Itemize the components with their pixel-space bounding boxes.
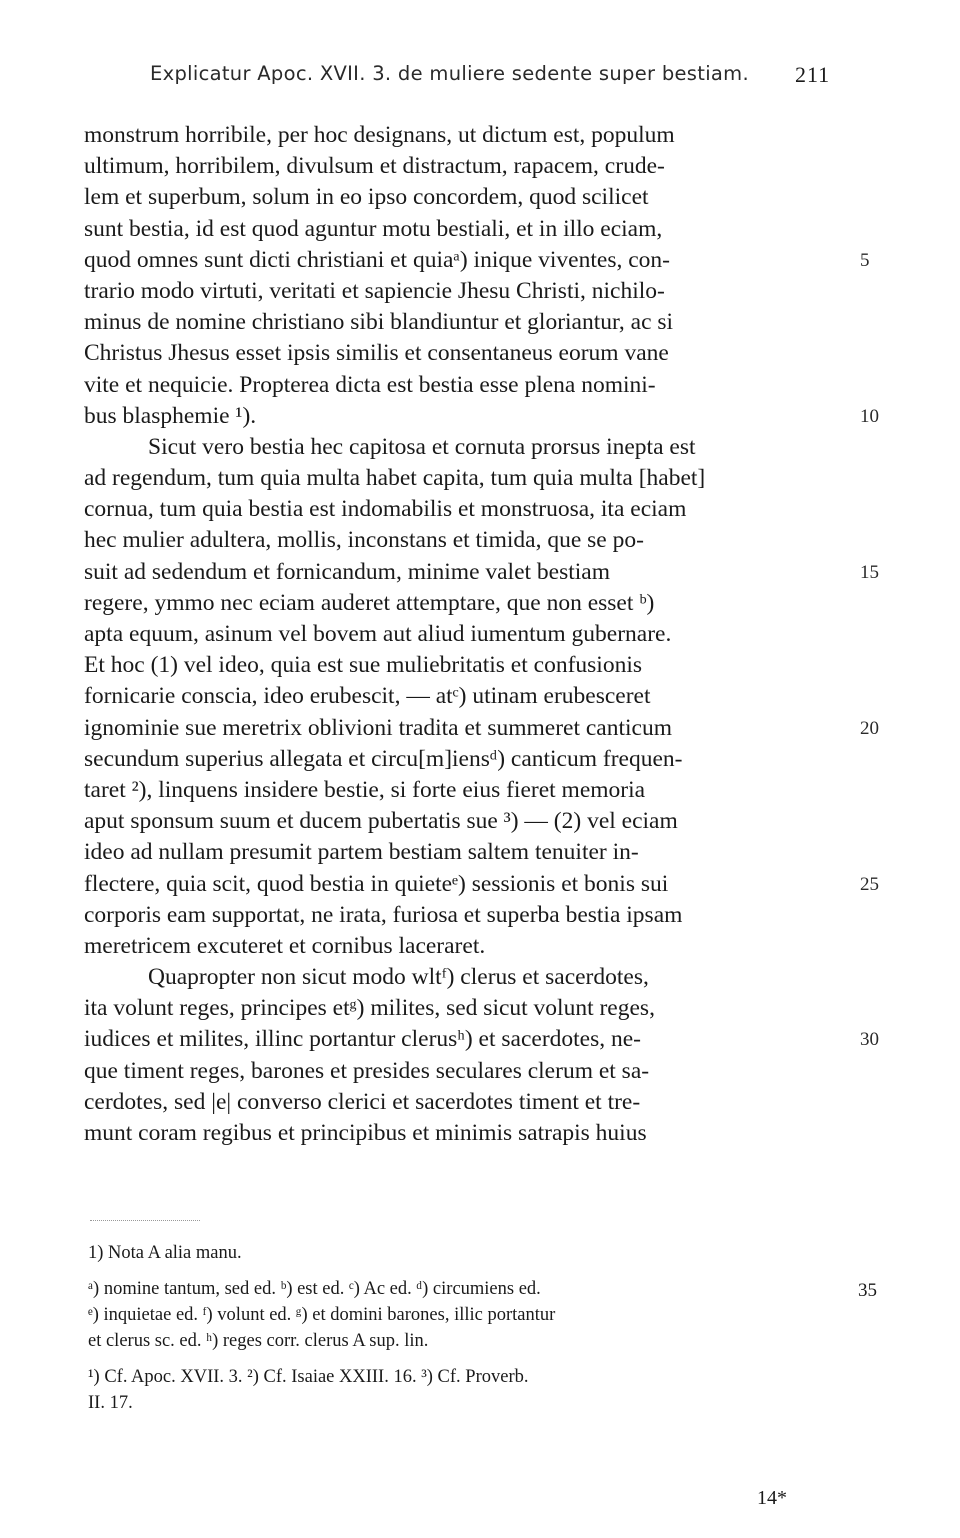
text-line-content: ultimum, horribilem, divulsum et distractum, rapacem, crude-	[84, 153, 665, 180]
text-line-content: Quapropter non sicut modo wltᶠ) clerus et sacerdotes,	[148, 964, 649, 991]
text-line	[84, 338, 854, 369]
footnote	[88, 1364, 878, 1390]
page-number: 211	[795, 62, 831, 87]
printer-signature: 14*	[757, 1487, 787, 1509]
footnote-text: 1) Nota A alia manu.	[88, 1243, 242, 1263]
text-line-content: regere, ymmo nec eciam auderet attemptare, que non esset ᵇ)	[84, 589, 655, 616]
text-line-content: suit ad sedendum et fornicandum, minime valet bestiam	[84, 558, 611, 585]
text-line-content: cerdotes, sed |e| converso clerici et sacerdotes timent et tre-	[84, 1088, 641, 1115]
text-line	[84, 775, 854, 806]
text-line-content: corporis eam supportat, ne irata, furiosa et superba bestia ipsam	[84, 901, 683, 928]
line-number: 35	[858, 1280, 877, 1301]
footnote-text: ᵃ) nomine tantum, sed ed. ᵇ) est ed. ᶜ) Ac ed. ᵈ) circumiens ed.	[88, 1279, 541, 1299]
text-line	[84, 182, 854, 213]
text-line	[84, 1087, 854, 1118]
text-line-content: Et hoc (1) vel ideo, quia est sue muliebritatis et confusionis	[84, 652, 642, 679]
text-line-content: que timent reges, barones et presides seculares clerum et sa-	[84, 1057, 650, 1084]
footnote	[88, 1302, 878, 1328]
text-line-content: Christus Jhesus esset ipsis similis et consentaneus eorum vane	[84, 340, 669, 367]
footnote-text: et clerus sc. ed. ʰ) reges corr. clerus A sup. lin.	[88, 1331, 429, 1351]
text-line-content: sunt bestia, id est quod aguntur motu bestiali, et in illo eciam,	[84, 215, 663, 242]
text-line	[84, 525, 854, 556]
text-line	[84, 276, 854, 307]
footnote	[88, 1240, 878, 1266]
text-line-content: taret ²), linquens insidere bestie, si forte eius fieret memoria	[84, 776, 646, 803]
text-line-content: monstrum horribile, per hoc designans, ut dictum est, populum	[84, 122, 675, 148]
text-line	[84, 837, 854, 868]
text-line	[84, 713, 879, 744]
line-number: 25	[860, 873, 879, 895]
text-line-content: ignominie sue meretrix oblivioni tradita et summeret canticum	[84, 714, 672, 741]
text-line-content: flectere, quia scit, quod bestia in quieteᵉ) sessionis et bonis sui	[84, 870, 669, 897]
text-line	[84, 307, 854, 338]
footnotes	[88, 1240, 878, 1416]
text-line	[84, 245, 870, 276]
text-line	[84, 806, 854, 837]
text-line	[84, 120, 854, 151]
text-line-content: meretricem excuteret et cornibus laceraret.	[84, 932, 486, 959]
text-line	[84, 557, 879, 588]
text-line	[84, 494, 854, 525]
text-line-content: hec mulier adultera, mollis, inconstans et timida, que se po-	[84, 527, 644, 554]
text-line-content: aput sponsum suum et ducem pubertatis sue ³) — (2) vel eciam	[84, 808, 678, 835]
text-line	[84, 962, 854, 993]
text-line-content: ita volunt reges, principes etᵍ) milites, sed sicut volunt reges,	[84, 995, 655, 1022]
line-number: 30	[860, 1029, 879, 1051]
text-line	[84, 463, 854, 494]
text-line	[84, 650, 854, 681]
text-line-content: Sicut vero bestia hec capitosa et cornuta prorsus inepta est	[148, 433, 696, 460]
text-line	[84, 993, 854, 1024]
text-line-content: ad regendum, tum quia multa habet capita, tum quia multa [habet]	[84, 465, 706, 492]
text-line	[84, 432, 854, 463]
footnote-text: ¹) Cf. Apoc. XVII. 3. ²) Cf. Isaiae XXIII. 16. ³) Cf. Proverb.	[88, 1367, 529, 1387]
text-line-content: iudices et milites, illinc portantur clerusʰ) et sacerdotes, ne-	[84, 1026, 642, 1053]
footnote	[88, 1276, 878, 1302]
text-line	[84, 370, 854, 401]
text-line	[84, 1024, 879, 1055]
footnote-text: II. 17.	[88, 1393, 133, 1413]
text-line	[84, 931, 854, 962]
line-number: 20	[860, 717, 879, 739]
text-line	[84, 681, 854, 712]
text-line-content: bus blasphemie ¹).	[84, 402, 257, 429]
text-line	[84, 744, 854, 775]
text-line	[84, 151, 854, 182]
footnote-gap	[88, 1266, 878, 1276]
line-number: 10	[860, 405, 879, 427]
text-line	[84, 588, 854, 619]
text-line	[84, 1056, 854, 1087]
line-number: 5	[860, 249, 870, 271]
text-line-content: minus de nomine christiano sibi blandiuntur et gloriantur, ac si	[84, 309, 674, 336]
body-text	[84, 120, 879, 1149]
text-line-content: vite et nequicie. Propterea dicta est bestia esse plena nomini-	[84, 371, 656, 398]
text-line-content: lem et superbum, solum in eo ipso concordem, quod scilicet	[84, 184, 649, 211]
line-number: 15	[860, 561, 879, 583]
text-line	[84, 401, 879, 432]
footnote-gap	[88, 1354, 878, 1364]
text-line	[84, 214, 854, 245]
text-line	[84, 869, 879, 900]
text-line	[84, 1118, 854, 1149]
footnote	[88, 1390, 878, 1416]
text-line	[84, 619, 854, 650]
footnote	[88, 1328, 878, 1354]
text-line-content: munt coram regibus et principibus et minimis satrapis huius	[84, 1120, 647, 1146]
footnote-text: ᵉ) inquietae ed. ᶠ) volunt ed. ᵍ) et domini barones, illic portantur	[88, 1305, 556, 1325]
text-line-content: trario modo virtuti, veritati et sapiencie Jhesu Christi, nichilo-	[84, 277, 665, 304]
text-line-content: ideo ad nullam presumit partem bestiam saltem tenuiter in-	[84, 839, 639, 866]
footnote-separator	[90, 1220, 200, 1221]
text-line-content: secundum superius allegata et circu[m]iensᵈ) canticum frequen-	[84, 745, 683, 772]
text-line-content: quod omnes sunt dicti christiani et quiaᵃ) inique viventes, con-	[84, 246, 670, 273]
running-title: Explicatur Apoc. XVII. 3. de muliere sedente super bestiam.	[150, 62, 749, 85]
text-line-content: apta equum, asinum vel bovem aut aliud iumentum gubernare.	[84, 621, 672, 647]
page-header	[150, 62, 880, 102]
text-line	[84, 900, 854, 931]
text-line-content: fornicarie conscia, ideo erubescit, — atᶜ) utinam erubesceret	[84, 683, 651, 710]
text-line-content: cornua, tum quia bestia est indomabilis et monstruosa, ita eciam	[84, 496, 687, 523]
